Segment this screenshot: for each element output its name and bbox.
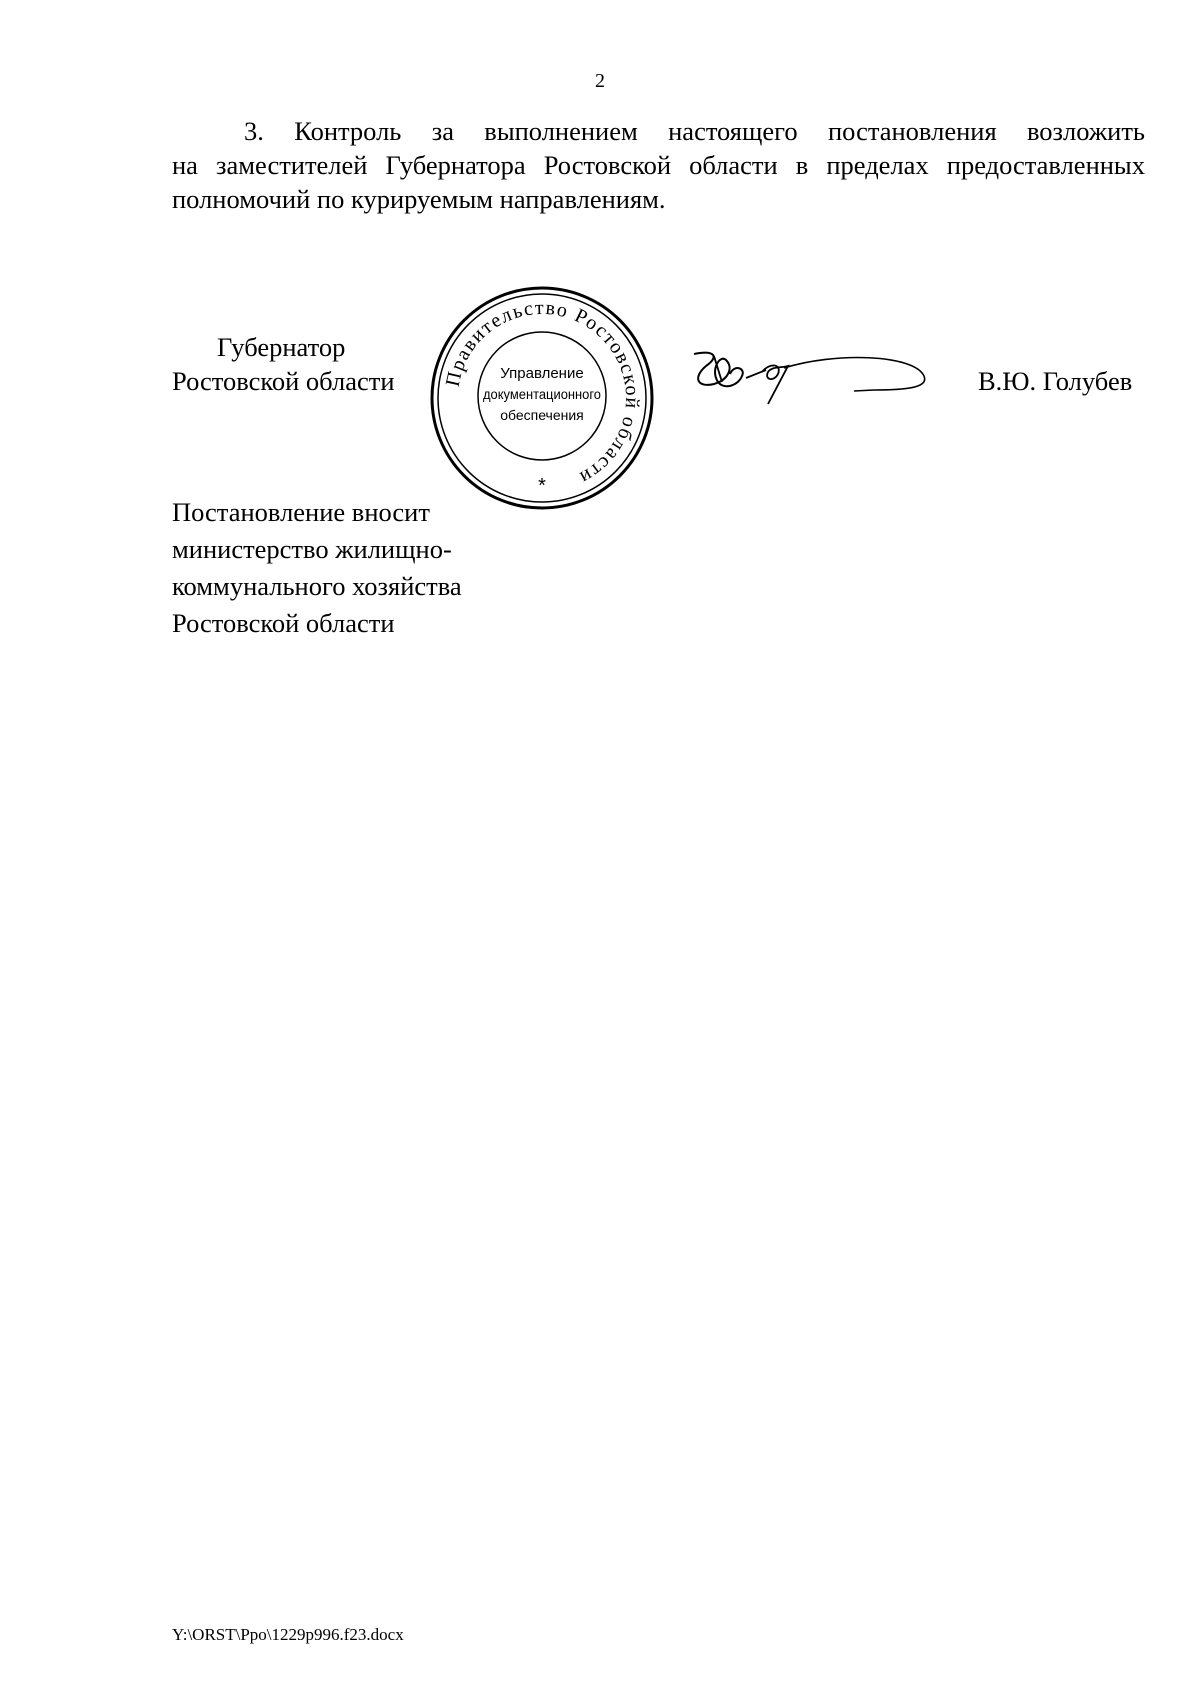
footer-file-path: Y:\ORST\Ppo\1229p996.f23.docx [172,1625,404,1644]
paragraph-line: полномочий по курируемым направлениям. [172,184,666,214]
governor-title-line: Губернатор [217,332,346,362]
submitter-line: Постановление вносит [172,497,430,527]
paragraph-line: 3. Контроль за выполнением настоящего постановления возложить [244,116,1145,146]
official-seal [430,286,654,510]
seal-star: * [538,475,546,497]
seal-center-line: обеспечения [500,407,584,423]
page-number: 2 [595,70,605,92]
paragraph-control-clause [172,114,1145,216]
submitter-line: коммунального хозяйства [172,571,462,601]
seal-center-line: документационного [483,386,602,402]
seal-center-line: Управление [500,365,584,382]
submitter-line: Ростовской области [172,608,395,638]
submitter-line: министерство жилищно- [172,534,452,564]
governor-title [172,330,395,398]
paragraph-line: на заместителей Губернатора Ростовской области в пределах предоставленных [172,150,1145,180]
seal-ring-text: Правительство Ростовской области [441,296,644,490]
governor-title-line: Ростовской области [172,366,395,396]
signer-name: В.Ю. Голубев [978,366,1133,396]
submitter-block [172,494,462,642]
handwritten-signature [684,346,934,416]
